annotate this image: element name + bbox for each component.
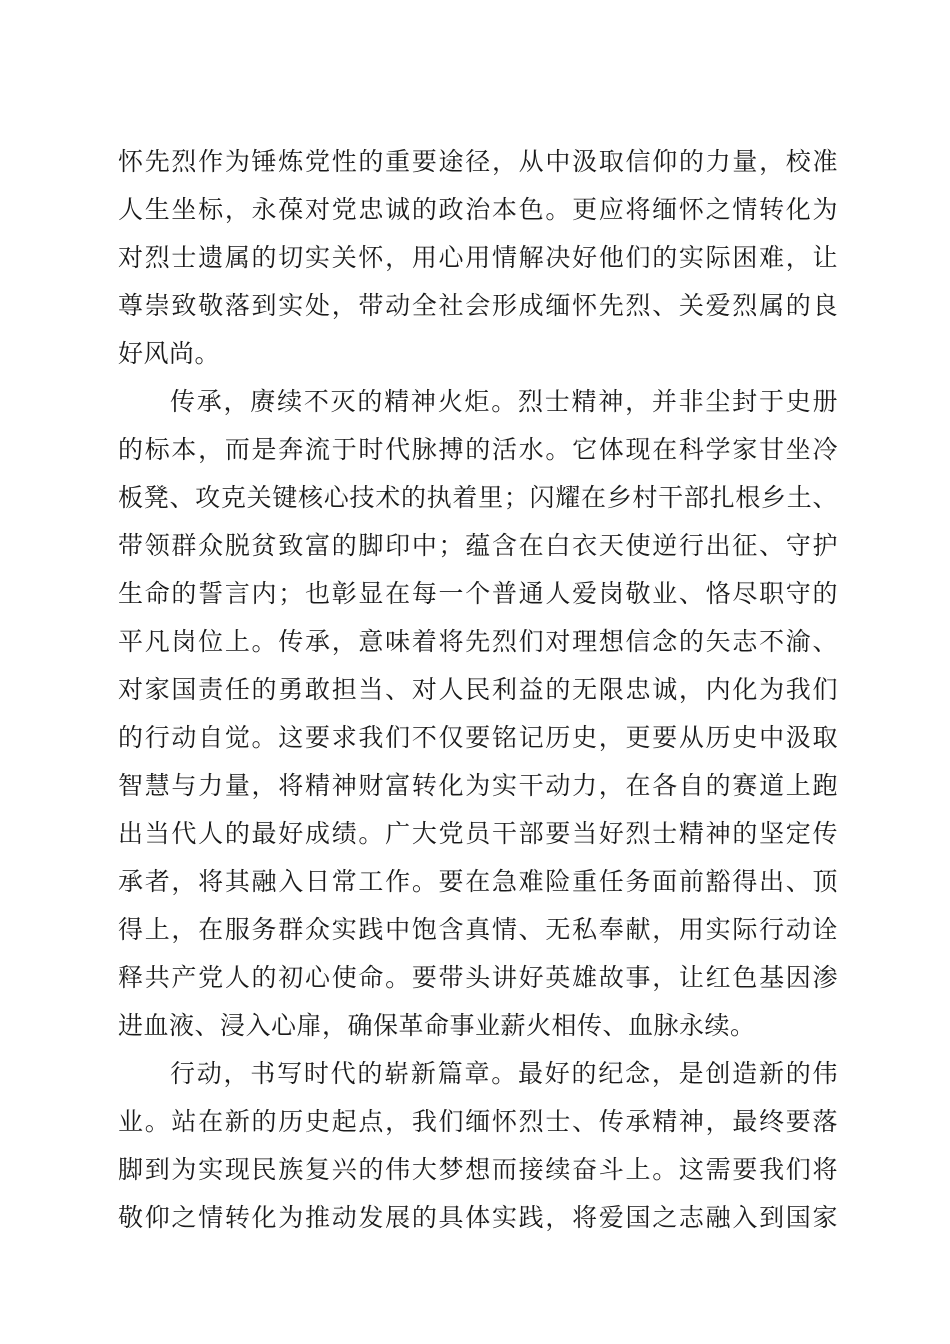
- text-line: 人生坐标，永葆对党忠诚的政治本色。更应将缅怀之情转化为: [118, 195, 838, 224]
- paragraph-start-line: 行动，书写时代的崭新篇章。最好的纪念，是创造新的伟: [170, 1059, 838, 1088]
- text-line: 智慧与力量，将精神财富转化为实干动力，在各自的赛道上跑: [118, 771, 838, 800]
- text-line: 释共产党人的初心使命。要带头讲好英雄故事，让红色基因渗: [118, 963, 838, 992]
- text-line: 承者，将其融入日常工作。要在急难险重任务面前豁得出、顶: [118, 867, 838, 896]
- document-body: [118, 138, 838, 1242]
- text-line: 得上，在服务群众实践中饱含真情、无私奉献，用实际行动诠: [118, 915, 838, 944]
- text-line: 平凡岗位上。传承，意味着将先烈们对理想信念的矢志不渝、: [118, 627, 838, 656]
- text-line: 的行动自觉。这要求我们不仅要铭记历史，更要从历史中汲取: [118, 723, 838, 752]
- text-line: 怀先烈作为锤炼党性的重要途径，从中汲取信仰的力量，校准: [118, 147, 838, 176]
- text-line: 带领群众脱贫致富的脚印中；蕴含在白衣天使逆行出征、守护: [118, 531, 838, 560]
- text-line: 进血液、浸入心扉，确保革命事业薪火相传、血脉永续。: [118, 1011, 756, 1040]
- text-line: 出当代人的最好成绩。广大党员干部要当好烈士精神的坚定传: [118, 819, 838, 848]
- paragraph-start-line: 传承，赓续不灭的精神火炬。烈士精神，并非尘封于史册: [170, 387, 838, 416]
- text-line: 的标本，而是奔流于时代脉搏的活水。它体现在科学家甘坐冷: [118, 435, 838, 464]
- text-line: 尊崇致敬落到实处，带动全社会形成缅怀先烈、关爱烈属的良: [118, 291, 838, 320]
- text-line: 生命的誓言内；也彰显在每一个普通人爱岗敬业、恪尽职守的: [118, 579, 838, 608]
- text-line: 脚到为实现民族复兴的伟大梦想而接续奋斗上。这需要我们将: [118, 1155, 838, 1184]
- text-line: 对家国责任的勇敢担当、对人民利益的无限忠诚，内化为我们: [118, 675, 838, 704]
- text-line: 好风尚。: [118, 339, 221, 368]
- text-line: 对烈士遗属的切实关怀，用心用情解决好他们的实际困难，让: [118, 243, 838, 272]
- text-line: 板凳、攻克关键核心技术的执着里；闪耀在乡村干部扎根乡土、: [118, 483, 838, 512]
- text-line: 业。站在新的历史起点，我们缅怀烈士、传承精神，最终要落: [118, 1107, 838, 1136]
- text-line: 敬仰之情转化为推动发展的具体实践，将爱国之志融入到国家: [118, 1203, 838, 1232]
